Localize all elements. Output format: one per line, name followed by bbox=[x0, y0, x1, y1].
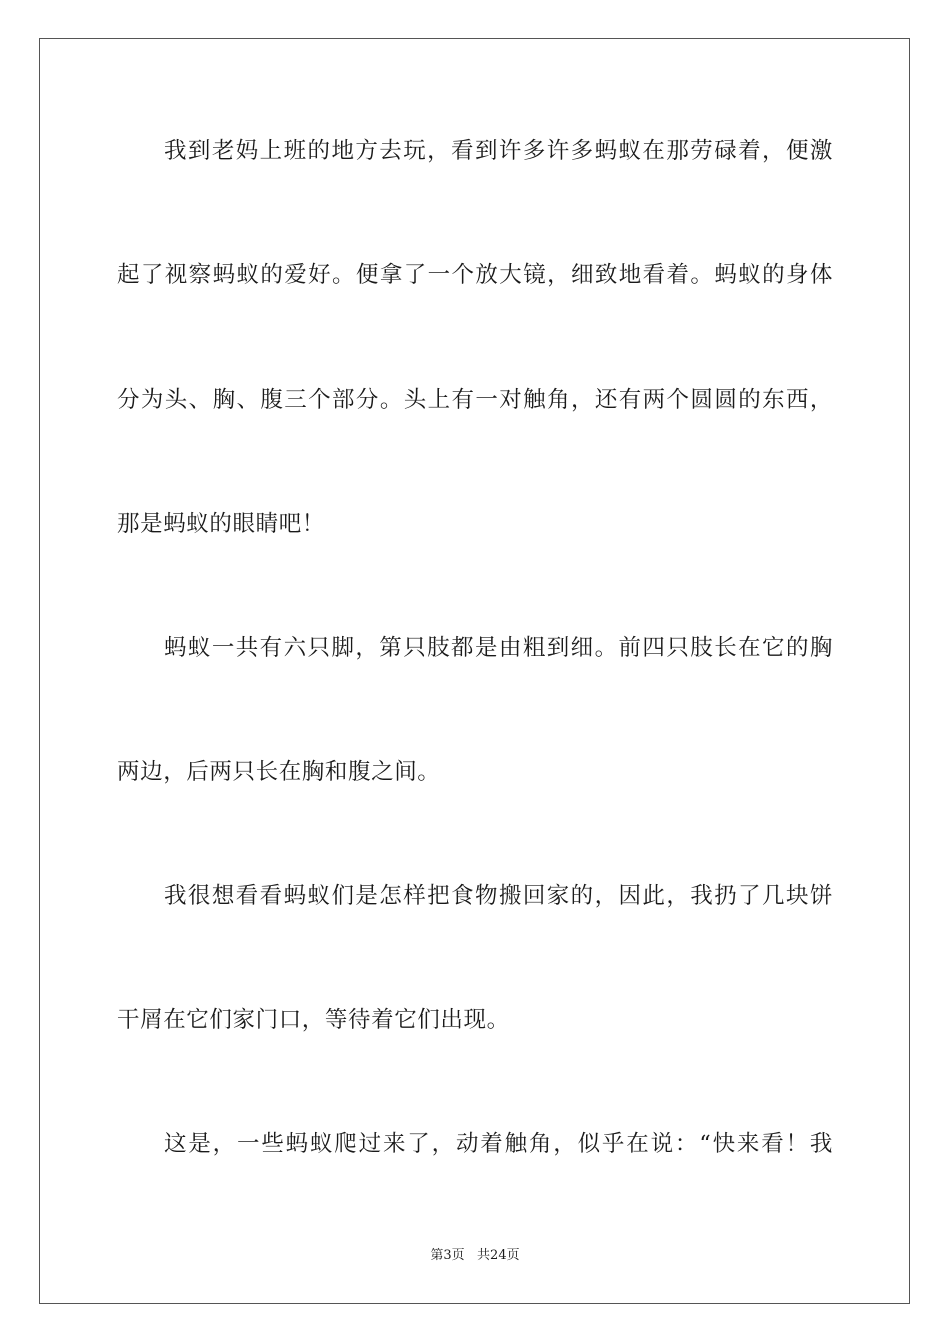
paragraph-1-line-3: 分为头、胸、腹三个部分。头上有一对触角，还有两个圆圆的东西， bbox=[117, 387, 833, 413]
paragraph-3-line-2: 干屑在它们家门口，等待着它们出现。 bbox=[117, 1007, 510, 1033]
paragraph-1-line-2: 起了视察蚂蚁的爱好。便拿了一个放大镜，细致地看着。蚂蚁的身体 bbox=[117, 262, 833, 288]
paragraph-2-line-1: 蚂蚁一共有六只脚，第只肢都是由粗到细。前四只肢长在它的胸 bbox=[164, 635, 833, 661]
paragraph-1-line-1: 我到老妈上班的地方去玩，看到许多许多蚂蚁在那劳碌着，便激 bbox=[164, 138, 833, 164]
paragraph-2-line-2: 两边，后两只长在胸和腹之间。 bbox=[117, 759, 441, 785]
page-number-footer: 第3页 共24页 bbox=[430, 1248, 520, 1263]
page-border bbox=[39, 38, 910, 1304]
paragraph-4-line-1: 这是，一些蚂蚁爬过来了，动着触角，似乎在说：“快来看！我 bbox=[164, 1131, 833, 1157]
paragraph-1-line-4: 那是蚂蚁的眼睛吧！ bbox=[117, 511, 325, 537]
paragraph-3-line-1: 我很想看看蚂蚁们是怎样把食物搬回家的，因此，我扔了几块饼 bbox=[164, 883, 833, 909]
